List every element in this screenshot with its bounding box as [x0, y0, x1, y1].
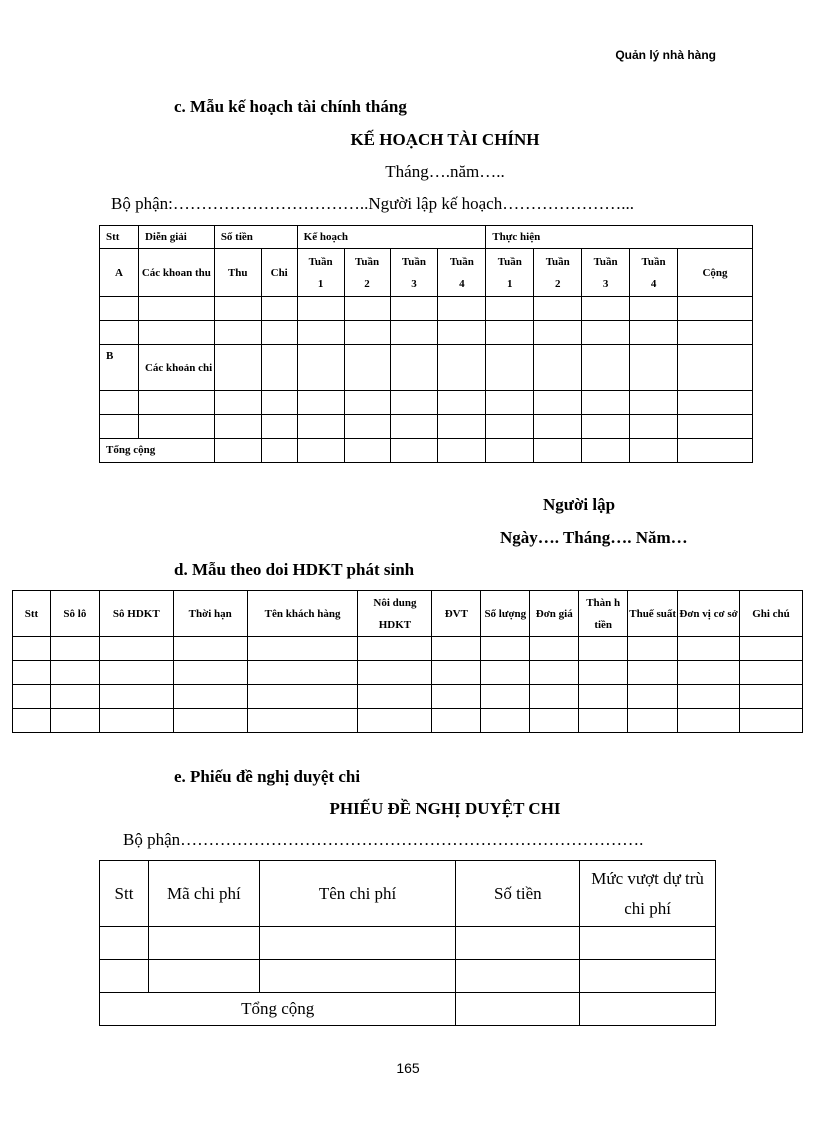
cell-cac-khoan-chi: Các khoản chi — [138, 345, 214, 391]
col-header-so-luong: Số lượng — [481, 591, 530, 637]
table-row — [100, 439, 753, 463]
col-header-thuc-hien: Thực hiện — [486, 226, 753, 249]
total-label: Tổng cộng — [100, 439, 215, 463]
table-row — [13, 591, 803, 637]
col-header-thu: Thu — [214, 249, 261, 297]
row-label-a: A — [100, 249, 139, 297]
col-header-ten-khach-hang: Tên khách hàng — [247, 591, 358, 637]
expense-request-table — [99, 860, 716, 1026]
table-row — [13, 685, 803, 709]
table-row — [100, 226, 753, 249]
table-row — [100, 345, 753, 391]
col-header-cong: Cộng — [678, 249, 753, 297]
department-planner-line: Bộ phận:……………………………..Người lập kế hoạch…………………... — [111, 194, 634, 213]
table-row — [100, 249, 753, 297]
col-header-don-vi-co-so: Đơn vị cơ sở — [678, 591, 740, 637]
col-header-actual-week-4: Tuần 4 — [630, 249, 678, 297]
table-row — [100, 321, 753, 345]
col-header-thue-suat: Thuế suất — [628, 591, 678, 637]
preparer-label: Người lập — [543, 495, 616, 514]
col-header-so-lo: Sô lô — [50, 591, 99, 637]
total-label: Tổng cộng — [100, 993, 456, 1026]
table-row — [13, 637, 803, 661]
page-number: 165 — [396, 1060, 420, 1076]
section-d-heading: d. Mẫu theo doi HDKT phát sinh — [174, 560, 415, 579]
col-header-muc-vuot: Mức vượt dự trù chi phí — [580, 861, 716, 927]
expense-request-title: PHIẾU ĐỀ NGHỊ DUYỆT CHI — [329, 799, 561, 818]
col-header-thanh-tien: Thàn h tiền — [579, 591, 628, 637]
col-header-dvt: ĐVT — [432, 591, 481, 637]
running-header: Quản lý nhà hàng — [615, 48, 716, 62]
col-header-ma-chi-phi: Mã chi phí — [148, 861, 259, 927]
col-header-actual-week-2: Tuần 2 — [534, 249, 582, 297]
col-header-plan-week-1: Tuần 1 — [297, 249, 344, 297]
col-header-ke-hoach: Kế hoạch — [297, 226, 486, 249]
table-row — [100, 927, 716, 960]
col-header-noi-dung-hdkt: Nôi dung HDKT — [358, 591, 432, 637]
section-c-heading: c. Mẫu kế hoạch tài chính tháng — [174, 97, 407, 116]
sign-date-line: Ngày…. Tháng…. Năm… — [500, 528, 688, 547]
table-row — [100, 993, 716, 1026]
col-header-so-tien: Số tiền — [214, 226, 297, 249]
col-header-ten-chi-phi: Tên chi phí — [259, 861, 456, 927]
table-row — [100, 391, 753, 415]
col-header-actual-week-1: Tuần 1 — [486, 249, 534, 297]
table-row — [13, 661, 803, 685]
col-header-plan-week-3: Tuần 3 — [390, 249, 438, 297]
col-header-plan-week-4: Tuần 4 — [438, 249, 486, 297]
col-header-plan-week-2: Tuần 2 — [344, 249, 390, 297]
table-row — [100, 297, 753, 321]
col-header-so-tien: Số tiền — [456, 861, 580, 927]
department-line: Bộ phận………………………………………………………………………. — [123, 830, 644, 849]
col-header-so-hdkt: Sô HDKT — [99, 591, 173, 637]
col-header-actual-week-3: Tuần 3 — [582, 249, 630, 297]
row-label-b: B — [100, 345, 139, 391]
col-header-chi: Chi — [261, 249, 297, 297]
table-row — [13, 709, 803, 733]
col-header-dien-giai: Diễn giải — [138, 226, 214, 249]
col-header-ghi-chu: Ghi chú — [740, 591, 803, 637]
cell-cac-khoan-thu: Các khoan thu — [138, 249, 214, 297]
financial-plan-table — [99, 225, 753, 463]
col-header-thoi-han: Thời hạn — [173, 591, 247, 637]
table-row — [100, 415, 753, 439]
col-header-stt: Stt — [100, 861, 149, 927]
col-header-stt: Stt — [13, 591, 51, 637]
col-header-don-gia: Đơn giá — [530, 591, 579, 637]
financial-plan-title: KẾ HOẠCH TÀI CHÍNH — [350, 130, 540, 149]
month-year-line: Tháng….năm….. — [385, 162, 505, 181]
contract-tracking-table — [12, 590, 803, 733]
col-header-stt: Stt — [100, 226, 139, 249]
section-e-heading: e. Phiếu đề nghị duyệt chi — [174, 767, 361, 786]
table-row — [100, 960, 716, 993]
table-row — [100, 861, 716, 927]
